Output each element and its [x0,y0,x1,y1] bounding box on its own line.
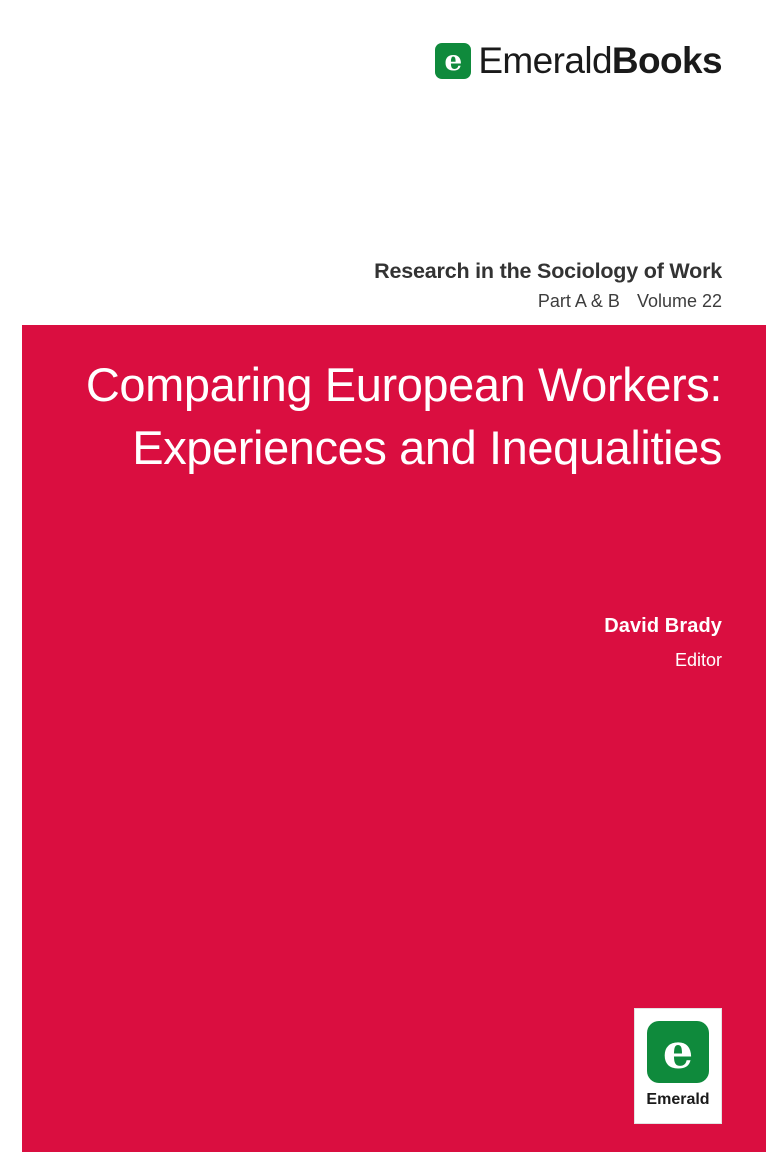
series-volume: Volume 22 [636,291,722,311]
book-title: Comparing European Workers: Experiences and Inequalities [85,358,722,474]
publisher-name [478,40,722,82]
series-block [374,258,722,312]
publisher-name-bold: Books [611,40,722,81]
series-subtitle [374,290,722,312]
book-author: David Brady [604,615,722,637]
emerald-e-glyph: e [444,44,463,77]
emerald-badge-label: Emerald [646,1091,710,1108]
emerald-e-logo-icon [647,1021,709,1083]
series-part: Part A & B [537,291,620,311]
emerald-e-glyph: e [662,1024,694,1080]
publisher-name-light: Emerald [478,40,612,81]
emerald-e-logo-icon [435,43,471,79]
title-wrapper [62,353,722,479]
publisher-logo [435,40,722,82]
series-title: Research in the Sociology of Work [374,259,722,283]
cover-red-panel [22,325,766,1152]
emerald-badge [634,1008,722,1124]
book-author-role: Editor [674,650,722,670]
